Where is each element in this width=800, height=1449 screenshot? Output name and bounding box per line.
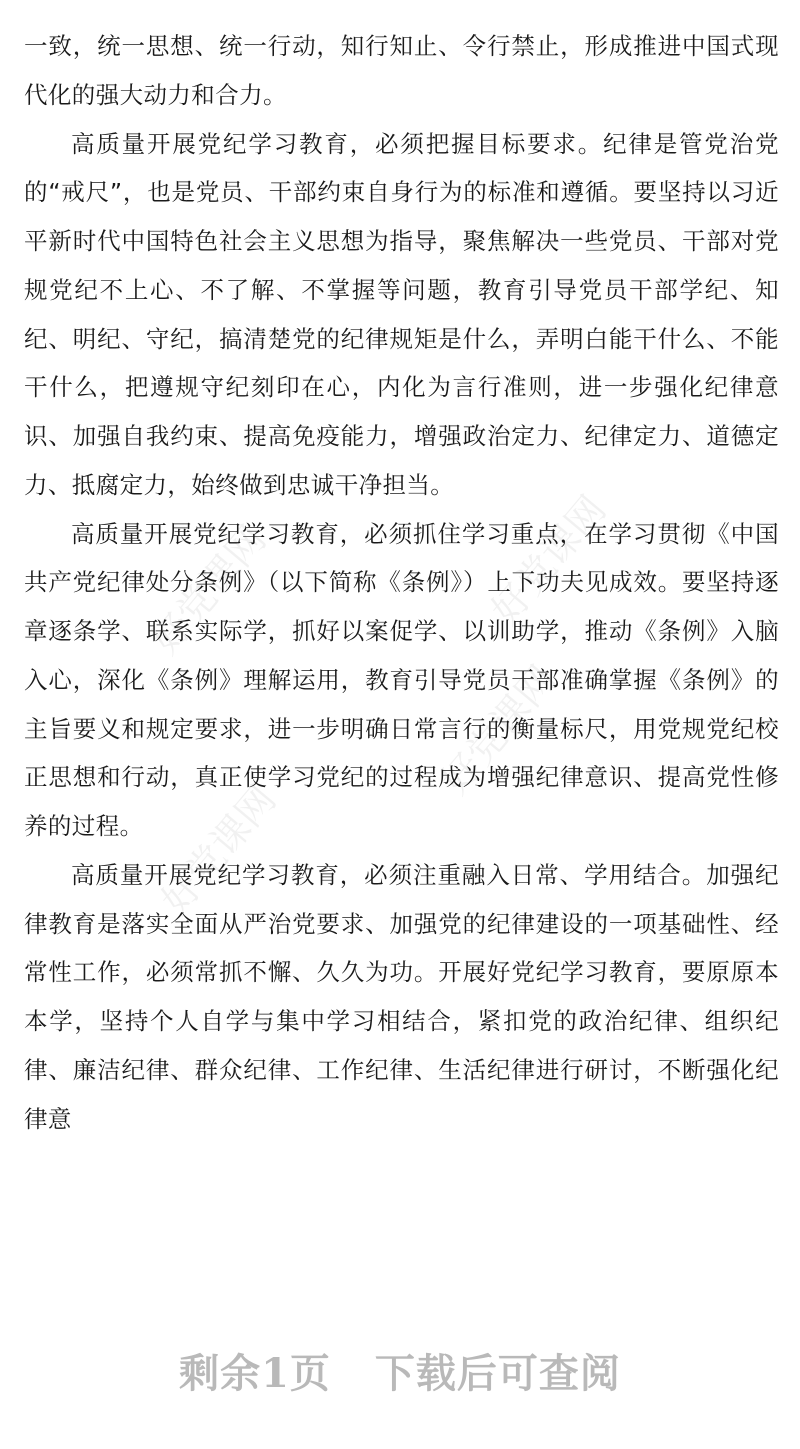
paragraph: 高质量开展党纪学习教育，必须抓住学习重点，在学习贯彻《中国共产党纪律处分条例》（以下简称《条例》）上下功夫见成效。要坚持逐章逐条学、联系实际学，抓好以案促学、以训助学，推动《条例》入脑入心，深化《条例》理解运用，教育引导党员干部准确掌握《条例》的主旨要义和规定要求，进一步明确日常言行的衡量标尺，用党规党纪校正思想和行动，真正使学习党纪的过程成为增强纪律意识、提高党性修养的过程。	[24, 519, 779, 840]
watermark: 好党课网	[482, 487, 615, 633]
watermark: 好党课网	[142, 517, 275, 663]
remaining-pages-label: 剩余1页	[179, 1350, 331, 1397]
paragraph: 高质量开展党纪学习教育，必须把握目标要求。纪律是管党治党的“戒尺”，也是党员、干部约束自身行为的标准和遵循。要坚持以习近平新时代中国特色社会主义思想为指导，聚焦解决一些党员、干部对党规党纪不上心、不了解、不掌握等问题，教育引导党员干部学纪、知纪、明纪、守纪，搞清楚党的纪律规矩是什么，弄明白能干什么、不能干什么，把遵规守纪刻印在心，内化为言行准则，进一步强化纪律意识、加强自我约束、提高免疫能力，增强政治定力、纪律定力、道德定力、抵腐定力，始终做到忠诚干净担当。	[24, 129, 779, 499]
download-prompt[interactable]	[0, 1342, 800, 1399]
watermark: 好党课网	[152, 777, 285, 923]
paragraph: 高质量开展党纪学习教育，必须注重融入日常、学用结合。加强纪律教育是落实全面从严治党要求、加强党的纪律建设的一项基础性、经常性工作，必须常抓不懈、久久为功。开展好党纪学习教育，要原原本本学，坚持个人自学与集中学习相结合，紧扣党的政治纪律、组织纪律、廉洁纪律、群众纪律、工作纪律、生活纪律进行研讨，不断强化纪律意	[24, 860, 779, 1133]
paragraph: 一致，统一思想、统一行动，知行知止、令行禁止，形成推进中国式现代化的强大动力和合力。	[24, 32, 779, 109]
document-body	[24, 22, 779, 1143]
watermark: 好党课网	[432, 657, 565, 803]
download-label: 下载后可查阅	[374, 1350, 621, 1397]
